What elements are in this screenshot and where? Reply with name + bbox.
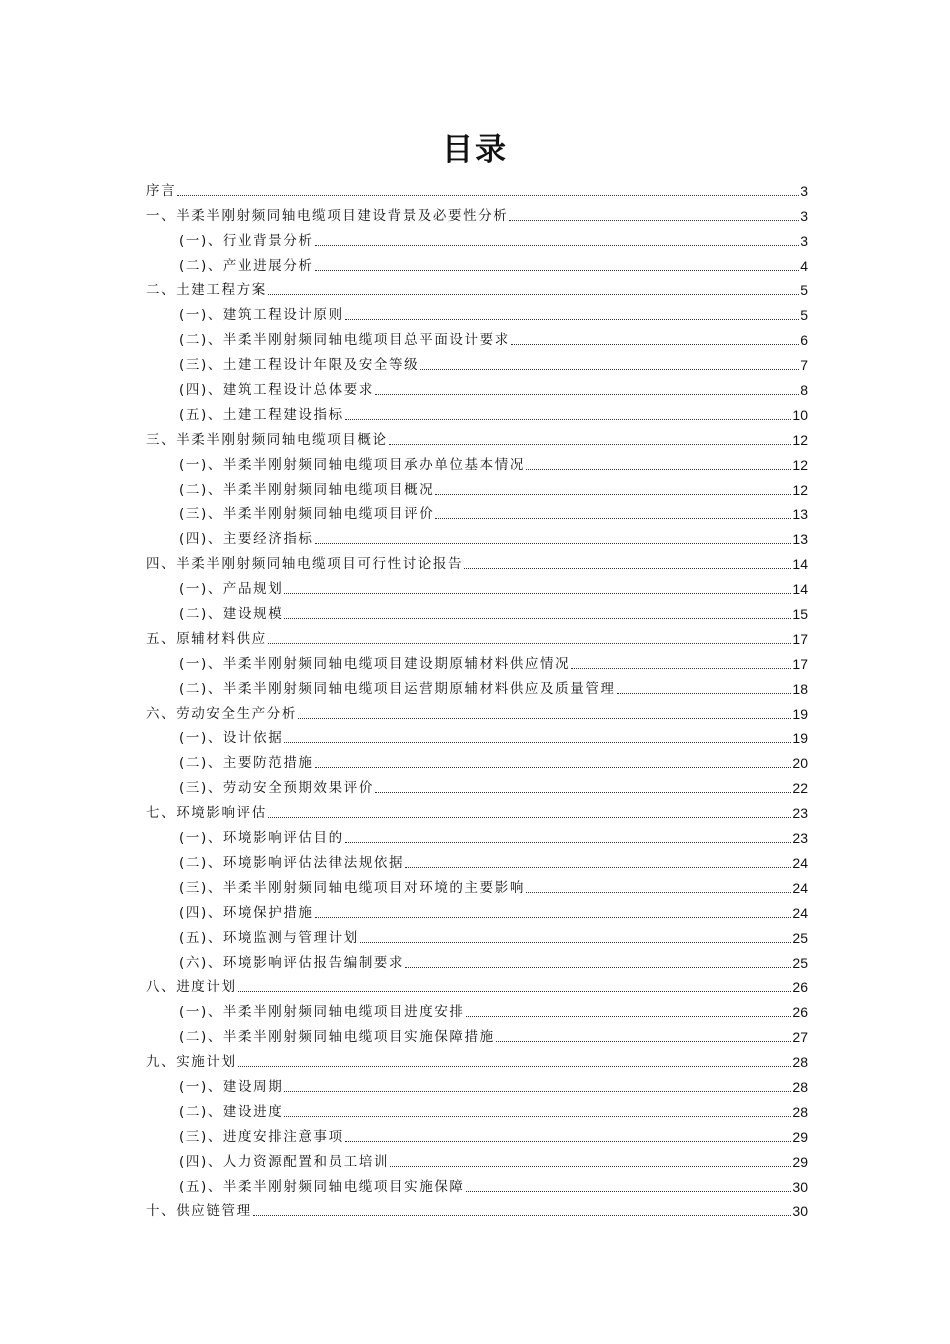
toc-entry-title: (二)、环境影响评估法律法规依据: [179, 854, 405, 871]
toc-entry-page-number: 14: [792, 556, 808, 573]
toc-entry[interactable]: [146, 399, 808, 424]
toc-entry-title: (二)、主要防范措施: [179, 755, 314, 772]
toc-entry-title: (五)、半柔半刚射频同轴电缆项目实施保障: [179, 1178, 465, 1195]
toc-entry-title: 六、劳动安全生产分析: [146, 705, 297, 722]
toc-entry[interactable]: [146, 1171, 808, 1196]
toc-entry[interactable]: [146, 698, 808, 723]
toc-entry-title: 一、半柔半刚射频同轴电缆项目建设背景及必要性分析: [146, 207, 509, 224]
toc-dot-leader: [617, 693, 792, 694]
toc-entry-page-number: 13: [792, 531, 808, 548]
toc-entry-title: (二)、半柔半刚射频同轴电缆项目实施保障措施: [179, 1029, 495, 1046]
toc-entry[interactable]: [146, 872, 808, 897]
toc-entry-page-number: 17: [792, 655, 808, 672]
toc-entry-title: 三、半柔半刚射频同轴电缆项目概论: [146, 431, 388, 448]
toc-entry[interactable]: [146, 723, 808, 748]
toc-dot-leader: [375, 792, 791, 793]
toc-entry[interactable]: [146, 623, 808, 648]
toc-entry-title: (一)、半柔半刚射频同轴电缆项目承办单位基本情况: [179, 456, 525, 473]
toc-entry-page-number: 18: [792, 680, 808, 697]
toc-dot-leader: [509, 220, 799, 221]
toc-dot-leader: [526, 469, 791, 470]
toc-entry[interactable]: [146, 747, 808, 772]
toc-entry[interactable]: [146, 972, 808, 997]
toc-entry-page-number: 22: [792, 780, 808, 797]
toc-dot-leader: [360, 942, 792, 943]
toc-entry-page-number: 29: [792, 1153, 808, 1170]
toc-dot-leader: [435, 518, 791, 519]
toc-entry-title: 八、进度计划: [146, 979, 237, 996]
toc-entry-title: (三)、劳动安全预期效果评价: [179, 780, 374, 797]
toc-entry-title: (四)、环境保护措施: [179, 904, 314, 921]
toc-entry[interactable]: [146, 523, 808, 548]
toc-entry-title: (一)、行业背景分析: [179, 232, 314, 249]
toc-entry-page-number: 7: [800, 357, 808, 374]
toc-entry-title: (一)、建筑工程设计原则: [179, 307, 344, 324]
toc-entry[interactable]: [146, 847, 808, 872]
toc-entry-title: (一)、产品规划: [179, 581, 284, 598]
toc-entry-title: (五)、环境监测与管理计划: [179, 929, 359, 946]
toc-entry-title: (六)、环境影响评估报告编制要求: [179, 954, 405, 971]
toc-dot-leader: [405, 867, 791, 868]
toc-entry[interactable]: [146, 200, 808, 225]
toc-dot-leader: [238, 1066, 792, 1067]
toc-entry-page-number: 3: [800, 207, 808, 224]
toc-entry[interactable]: [146, 598, 808, 623]
toc-entry[interactable]: [146, 374, 808, 399]
toc-dot-leader: [238, 991, 792, 992]
toc-entry[interactable]: [146, 474, 808, 499]
toc-entry-title: (一)、建设周期: [179, 1078, 284, 1095]
toc-dot-leader: [315, 767, 792, 768]
toc-dot-leader: [526, 892, 791, 893]
toc-entry-title: (二)、半柔半刚射频同轴电缆项目总平面设计要求: [179, 332, 510, 349]
toc-entry[interactable]: [146, 822, 808, 847]
toc-dot-leader: [315, 543, 792, 544]
toc-entry-title: (四)、建筑工程设计总体要求: [179, 382, 374, 399]
toc-entry-page-number: 26: [792, 1004, 808, 1021]
toc-entry[interactable]: [146, 1196, 808, 1221]
toc-entry[interactable]: [146, 648, 808, 673]
toc-entry-title: (二)、建设进度: [179, 1103, 284, 1120]
toc-entry-page-number: 24: [792, 879, 808, 896]
toc-entry[interactable]: [146, 499, 808, 524]
toc-dot-leader: [420, 369, 799, 370]
toc-entry-page-number: 10: [792, 406, 808, 423]
toc-entry[interactable]: [146, 922, 808, 947]
toc-entry-page-number: 14: [792, 581, 808, 598]
toc-entry-page-number: 25: [792, 929, 808, 946]
toc-entry[interactable]: [146, 1146, 808, 1171]
toc-dot-leader: [315, 270, 800, 271]
toc-entry-title: 四、半柔半刚射频同轴电缆项目可行性讨论报告: [146, 556, 464, 573]
toc-entry[interactable]: [146, 1021, 808, 1046]
toc-entry-page-number: 25: [792, 954, 808, 971]
toc-entry-page-number: 4: [800, 257, 808, 274]
toc-entry-title: (二)、半柔半刚射频同轴电缆项目运营期原辅材料供应及质量管理: [179, 680, 616, 697]
toc-entry-page-number: 23: [792, 805, 808, 822]
toc-dot-leader: [315, 917, 792, 918]
toc-entry-page-number: 13: [792, 506, 808, 523]
toc-entry-page-number: 5: [800, 307, 808, 324]
toc-dot-leader: [177, 195, 799, 196]
toc-entry-title: 十、供应链管理: [146, 1203, 252, 1220]
toc-dot-leader: [375, 394, 799, 395]
toc-entry[interactable]: [146, 225, 808, 250]
toc-dot-leader: [284, 1091, 791, 1092]
toc-entry[interactable]: [146, 324, 808, 349]
toc-dot-leader: [466, 1016, 792, 1017]
toc-entry-page-number: 3: [800, 232, 808, 249]
toc-entry[interactable]: [146, 449, 808, 474]
toc-entry-page-number: 17: [792, 630, 808, 647]
toc-entry-page-number: 23: [792, 830, 808, 847]
toc-entry[interactable]: [146, 797, 808, 822]
toc-entry-page-number: 28: [792, 1103, 808, 1120]
toc-entry-page-number: 8: [800, 382, 808, 399]
toc-entry-title: 九、实施计划: [146, 1054, 237, 1071]
toc-entry-title: (四)、主要经济指标: [179, 531, 314, 548]
toc-entry-page-number: 24: [792, 904, 808, 921]
toc-entry-page-number: 12: [792, 481, 808, 498]
toc-entry-title: (二)、建设规模: [179, 606, 284, 623]
toc-entry-page-number: 28: [792, 1054, 808, 1071]
toc-entry-title: 序言: [146, 182, 177, 199]
toc-dot-leader: [405, 967, 791, 968]
toc-dot-leader: [571, 668, 791, 669]
toc-entry-page-number: 6: [800, 332, 808, 349]
toc-entry-title: (五)、土建工程建设指标: [179, 406, 344, 423]
toc-dot-leader: [284, 1116, 791, 1117]
toc-entry-title: 七、环境影响评估: [146, 805, 267, 822]
toc-entry[interactable]: [146, 1046, 808, 1071]
toc-dot-leader: [284, 742, 791, 743]
toc-entry-page-number: 12: [792, 456, 808, 473]
toc-entry[interactable]: [146, 250, 808, 275]
toc-entry-page-number: 5: [800, 282, 808, 299]
toc-entry-title: (四)、人力资源配置和员工培训: [179, 1153, 390, 1170]
toc-entry[interactable]: [146, 573, 808, 598]
toc-entry[interactable]: [146, 424, 808, 449]
toc-entry-page-number: 19: [792, 730, 808, 747]
toc-entry-title: 五、原辅材料供应: [146, 630, 267, 647]
toc-entry-title: (一)、半柔半刚射频同轴电缆项目进度安排: [179, 1004, 465, 1021]
toc-entry[interactable]: [146, 548, 808, 573]
page-title: 目录: [442, 132, 508, 168]
toc-entry-page-number: 29: [792, 1128, 808, 1145]
toc-entry-page-number: 28: [792, 1078, 808, 1095]
toc-entry-title: 二、土建工程方案: [146, 282, 267, 299]
toc-entry-title: (二)、半柔半刚射频同轴电缆项目概况: [179, 481, 435, 498]
toc-dot-leader: [511, 344, 799, 345]
toc-entry[interactable]: [146, 1071, 808, 1096]
toc-entry-title: (一)、半柔半刚射频同轴电缆项目建设期原辅材料供应情况: [179, 655, 571, 672]
toc-dot-leader: [298, 718, 791, 719]
toc-dot-leader: [253, 1215, 792, 1216]
toc-entry-title: (二)、产业进展分析: [179, 257, 314, 274]
toc-entry[interactable]: [146, 1096, 808, 1121]
toc-dot-leader: [268, 817, 792, 818]
toc-entry-page-number: 12: [792, 431, 808, 448]
toc-entry-page-number: 30: [792, 1203, 808, 1220]
toc-dot-leader: [466, 1191, 792, 1192]
toc-dot-leader: [345, 1141, 792, 1142]
toc-dot-leader: [389, 444, 792, 445]
toc-entry-title: (三)、半柔半刚射频同轴电缆项目评价: [179, 506, 435, 523]
toc-entry-page-number: 20: [792, 755, 808, 772]
toc-dot-leader: [345, 842, 792, 843]
toc-entry[interactable]: [146, 299, 808, 324]
toc-dot-leader: [345, 319, 799, 320]
toc-entry-title: (三)、进度安排注意事项: [179, 1128, 344, 1145]
toc-entry-title: (三)、半柔半刚射频同轴电缆项目对环境的主要影响: [179, 879, 525, 896]
toc-entry-title: (三)、土建工程设计年限及安全等级: [179, 357, 420, 374]
toc-entry-page-number: 24: [792, 854, 808, 871]
toc-entry-page-number: 26: [792, 979, 808, 996]
toc-dot-leader: [284, 593, 791, 594]
toc-dot-leader: [315, 245, 800, 246]
toc-dot-leader: [345, 419, 792, 420]
toc-dot-leader: [268, 294, 799, 295]
toc-dot-leader: [390, 1166, 791, 1167]
toc-entry-page-number: 19: [792, 705, 808, 722]
toc-entry[interactable]: [146, 996, 808, 1021]
toc-entry[interactable]: [146, 947, 808, 972]
toc-entry-title: (一)、环境影响评估目的: [179, 830, 344, 847]
toc-entry-page-number: 3: [800, 182, 808, 199]
table-of-contents: [146, 175, 808, 1220]
toc-entry-page-number: 30: [792, 1178, 808, 1195]
toc-entry[interactable]: [146, 897, 808, 922]
toc-dot-leader: [284, 618, 791, 619]
toc-dot-leader: [435, 494, 791, 495]
toc-entry[interactable]: [146, 175, 808, 200]
toc-dot-leader: [496, 1041, 792, 1042]
toc-entry[interactable]: [146, 772, 808, 797]
toc-entry[interactable]: [146, 673, 808, 698]
toc-entry[interactable]: [146, 275, 808, 300]
toc-dot-leader: [268, 643, 792, 644]
toc-entry-title: (一)、设计依据: [179, 730, 284, 747]
toc-dot-leader: [464, 568, 791, 569]
toc-entry-page-number: 27: [792, 1029, 808, 1046]
toc-entry-page-number: 15: [792, 606, 808, 623]
toc-entry[interactable]: [146, 1121, 808, 1146]
toc-entry[interactable]: [146, 349, 808, 374]
